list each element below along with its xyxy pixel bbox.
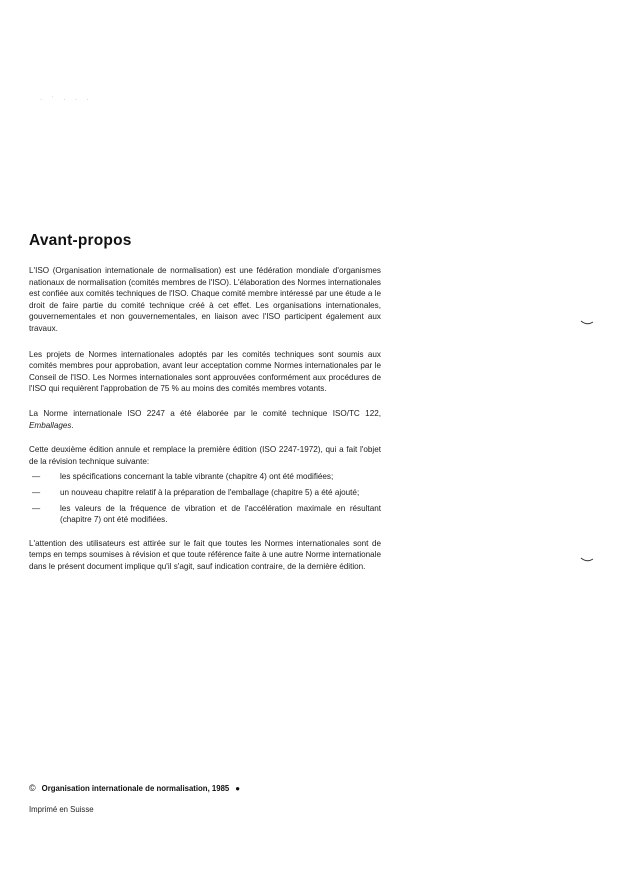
committee-period: . xyxy=(71,420,74,430)
scan-specks: · ˙ · · · xyxy=(40,97,93,103)
margin-hole-mark xyxy=(580,320,594,326)
list-dash: — xyxy=(32,472,41,482)
foreword-body xyxy=(29,265,381,584)
list-item-text: un nouveau chapitre relatif à la préparation de l'emballage (chapitre 5) a été ajouté; xyxy=(60,487,360,497)
list-dash: — xyxy=(32,487,41,497)
margin-hole-mark xyxy=(580,557,594,563)
list-item xyxy=(29,487,381,499)
paragraph-iso-description: L'ISO (Organisation internationale de normalisation) est une fédération mondiale d'organismes nationaux de normalisation (comités membres de l'ISO). L'élaboration des Normes internationales est confiée aux comités techniques de l'ISO. Chaque comité membre intéressé par une étude a le droit de faire partie du comité technique créé à cet effet. Les organisations internationales, gouvernementales et non gouvernementales, en liaison avec l'ISO participent également aux travaux. xyxy=(29,266,381,333)
list-dash: — xyxy=(32,503,41,513)
paragraph-draft-approval: Les projets de Normes internationales adoptés par les comités techniques sont soumis aux comités membres pour approbation, avant leur acceptation comme Normes internationales par le Conseil de l'ISO. Les Normes internationales sont approuvées conformément aux procédures de l'ISO qui requièrent l'approbation de 75 % au moins des comités membres votants. xyxy=(29,349,381,394)
copyright-symbol: © xyxy=(29,783,36,793)
paragraph-revision-notice: L'attention des utilisateurs est attirée sur le fait que toutes les Normes internationales sont de temps en temps soumises à révision et que toute référence faite à une autre Norme internationale dans le présent document implique qu'il s'agit, sauf indication contraire, de la dernière édition. xyxy=(29,538,381,571)
list-item-text: les spécifications concernant la table vibrante (chapitre 4) ont été modifiées; xyxy=(60,472,334,482)
list-item-text: les valeurs de la fréquence de vibration et de l'accélération maximale en résultant (chapitre 7) ont été modifiées. xyxy=(60,503,381,525)
paragraph-edition: Cette deuxième édition annule et remplace la première édition (ISO 2247-1972), qui a fait l'objet de la révision technique suivante: xyxy=(29,445,381,466)
copyright-text: Organisation internationale de normalisation, 1985 xyxy=(41,784,230,793)
printed-in: Imprimé en Suisse xyxy=(29,805,94,814)
list-item xyxy=(29,471,381,483)
copyright-line xyxy=(29,783,240,793)
list-item xyxy=(29,503,381,526)
page-title: Avant-propos xyxy=(29,232,132,249)
bullet-icon: ● xyxy=(235,784,241,793)
paragraph-committee xyxy=(29,408,381,431)
committee-text: La Norme internationale ISO 2247 a été élaborée par le comité technique ISO/TC 122, xyxy=(29,408,381,418)
committee-emphasis: Emballages xyxy=(29,420,72,430)
revision-list xyxy=(29,471,381,525)
